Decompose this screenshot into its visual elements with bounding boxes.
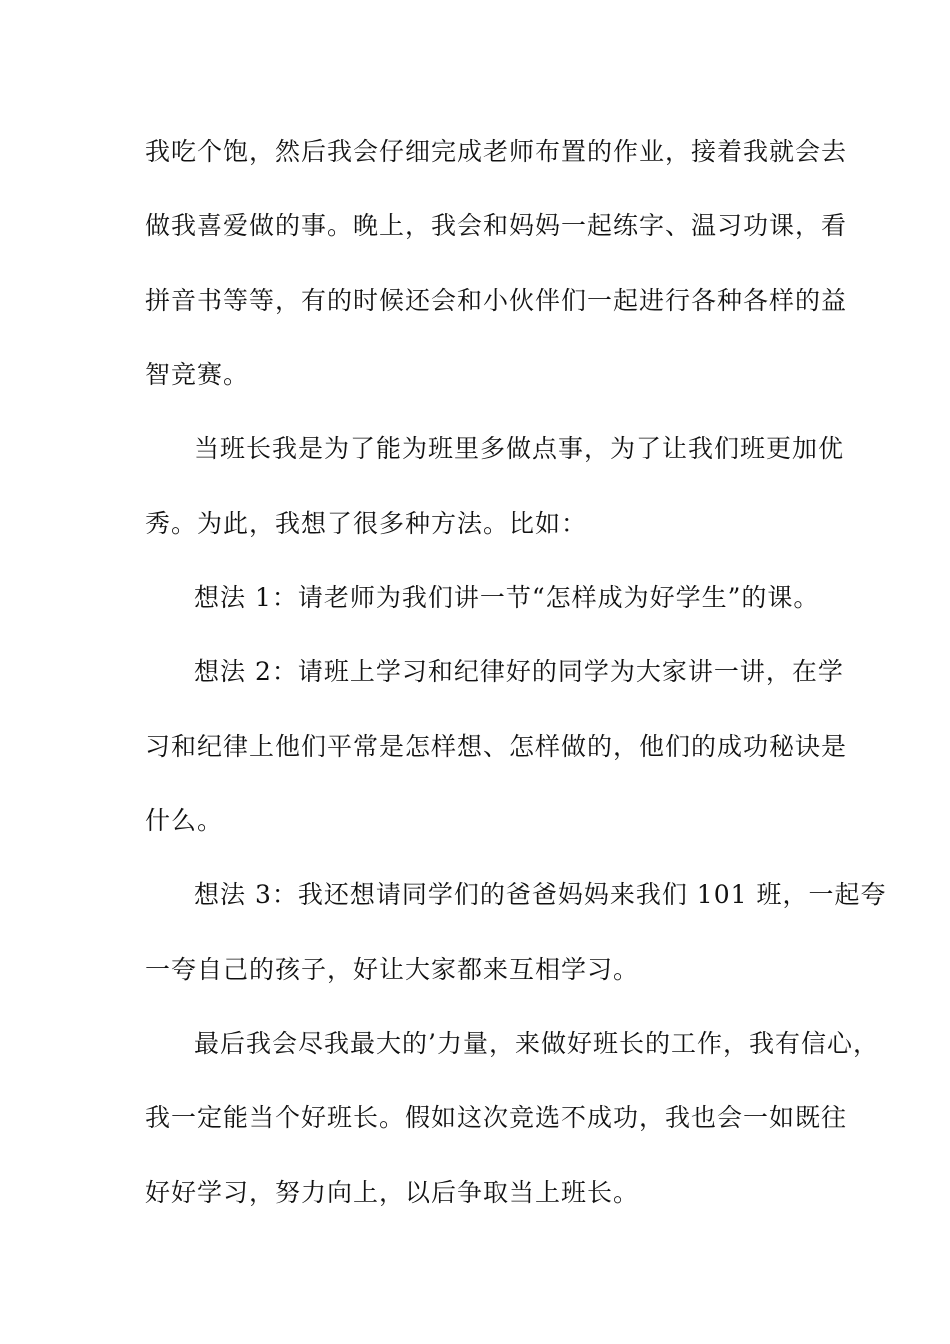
idea-2-line: 想法 2：请班上学习和纪律好的同学为大家讲一讲，在学 [194,657,844,686]
text-line: 一夸自己的孩子，好让大家都来互相学习。 [145,955,640,984]
text-line: 秀。为此，我想了很多种方法。比如： [145,509,588,538]
text-line: 智竞赛。 [145,360,250,389]
text-line: 拼音书等等，有的时候还会和小伙伴们一起进行各种各样的益 [145,286,848,315]
paragraph-first-line: 最后我会尽我最大的’力量，来做好班长的工作，我有信心， [194,1029,879,1058]
text-line: 习和纪律上他们平常是怎样想、怎样做的，他们的成功秘诀是 [145,732,848,761]
text-line: 好好学习，努力向上，以后争取当上班长。 [145,1178,640,1207]
text-line: 我一定能当个好班长。假如这次竞选不成功，我也会一如既往 [145,1103,848,1132]
idea-1-line: 想法 1：请老师为我们讲一节“怎样成为好学生”的课。 [194,583,820,612]
idea-3-line: 想法 3：我还想请同学们的爸爸妈妈来我们 101 班，一起夸 [194,880,887,909]
paragraph-first-line: 当班长我是为了能为班里多做点事，为了让我们班更加优 [194,434,845,463]
text-line: 我吃个饱，然后我会仔细完成老师布置的作业，接着我就会去 [145,137,848,166]
text-line: 做我喜爱做的事。晚上，我会和妈妈一起练字、温习功课，看 [145,211,848,240]
text-line: 什么。 [145,806,224,835]
